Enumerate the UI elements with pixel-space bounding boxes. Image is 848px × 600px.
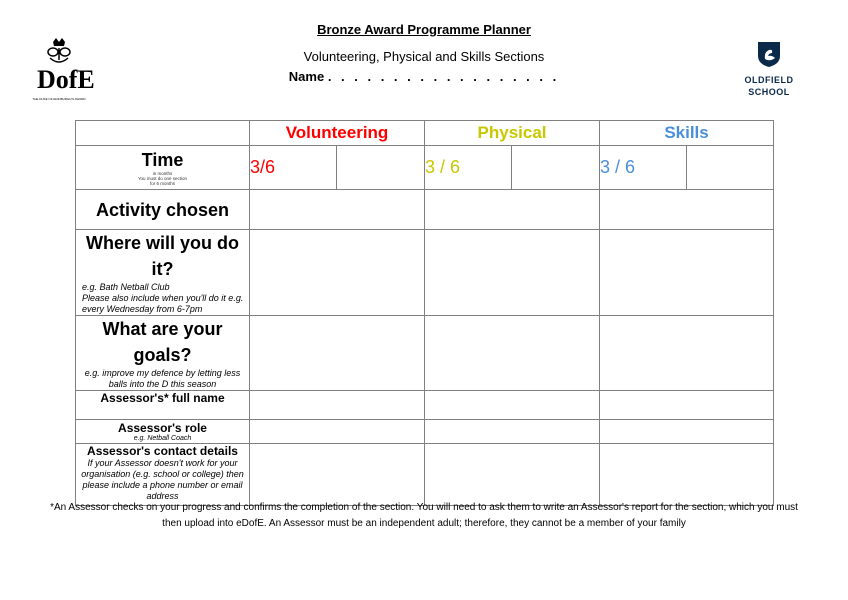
volunteering-assessor-role-cell[interactable] [250, 420, 425, 444]
assessor-contact-row [76, 444, 774, 506]
physical-time-value[interactable]: 3 / 6 [425, 146, 512, 190]
skills-where-cell[interactable] [600, 230, 774, 316]
where-note: Please also include when you'll do it e.g. every Wednesday from 6-7pm [82, 293, 244, 314]
goals-label-line2: goals? [133, 345, 192, 365]
assessor-name-label: Assessor's* full name [100, 391, 225, 405]
activity-label: Activity chosen [95, 199, 230, 220]
school-name-line2: SCHOOL [748, 87, 790, 97]
assessor-footnote [0, 500, 848, 532]
page-header [0, 22, 848, 84]
name-field[interactable] [0, 69, 848, 84]
time-note-section: You must do one section [137, 176, 188, 181]
header-row [76, 121, 774, 146]
name-label: Name [288, 69, 325, 84]
assessor-contact-note: If your Assessor doesn't work for your organisation (e.g. school or college) then please include a phone number or email address [81, 458, 244, 501]
time-label: Time [141, 150, 184, 170]
assessor-contact-label-cell [76, 444, 250, 506]
skills-assessor-contact-cell[interactable] [600, 444, 774, 506]
physical-assessor-name-cell[interactable] [425, 391, 600, 420]
document-title: Bronze Award Programme Planner [317, 22, 531, 37]
time-note-duration: for 6 months [149, 181, 175, 186]
planner-table [75, 120, 774, 506]
column-header-physical: Physical [425, 121, 600, 146]
school-name-line1: OLDFIELD [744, 75, 794, 85]
skills-assessor-role-cell[interactable] [600, 420, 774, 444]
corner-cell [76, 121, 250, 146]
assessor-role-row [76, 420, 774, 444]
goals-label-cell [76, 316, 250, 391]
where-label-cell [76, 230, 250, 316]
physical-assessor-contact-cell[interactable] [425, 444, 600, 506]
activity-row [76, 190, 774, 230]
where-row [76, 230, 774, 316]
dofe-wordmark: DofE [37, 65, 95, 94]
physical-assessor-role-cell[interactable] [425, 420, 600, 444]
where-example: e.g. Bath Netball Club [82, 282, 170, 292]
volunteering-time-cell[interactable] [337, 146, 425, 190]
where-label-line2: it? [151, 259, 174, 279]
physical-where-cell[interactable] [425, 230, 600, 316]
volunteering-assessor-contact-cell[interactable] [250, 444, 425, 506]
assessor-role-label: Assessor's role [118, 420, 207, 435]
skills-time-value[interactable]: 3 / 6 [600, 146, 687, 190]
goals-example: e.g. improve my defence by letting less balls into the D this season [84, 368, 241, 389]
dofe-caption: THE DUKE OF EDINBURGH'S AWARD [32, 97, 86, 101]
skills-activity-cell[interactable] [600, 190, 774, 230]
assessor-role-example: e.g. Netball Coach [133, 434, 192, 442]
volunteering-where-cell[interactable] [250, 230, 425, 316]
name-dotted-line: . . . . . . . . . . . . . . . . . . [327, 69, 560, 84]
goals-label-line1: What are your [102, 319, 223, 339]
assessor-contact-label: Assessor's contact details [87, 444, 238, 458]
time-note-months: in months [152, 171, 173, 176]
time-row [76, 146, 774, 190]
volunteering-activity-cell[interactable] [250, 190, 425, 230]
assessor-role-label-cell [76, 420, 250, 444]
footnote-line1: *An Assessor checks on your progress and confirms the completion of the section. You will need to ask them to write an Assessor's report for the section, which you must [50, 502, 798, 513]
column-header-skills: Skills [600, 121, 774, 146]
assessor-name-row [76, 391, 774, 420]
physical-activity-cell[interactable] [425, 190, 600, 230]
time-label-cell [76, 146, 250, 190]
volunteering-assessor-name-cell[interactable] [250, 391, 425, 420]
document-subtitle: Volunteering, Physical and Skills Sections [303, 49, 545, 64]
where-label-line1: Where will you do [85, 233, 239, 253]
physical-goals-cell[interactable] [425, 316, 600, 391]
volunteering-goals-cell[interactable] [250, 316, 425, 391]
footnote-line2: then upload into eDofE. An Assessor must be an independent adult; therefore, they cannot be a member of your family [162, 518, 686, 529]
goals-row [76, 316, 774, 391]
skills-time-cell[interactable] [687, 146, 774, 190]
activity-label-cell [76, 190, 250, 230]
assessor-name-label-cell [76, 391, 250, 420]
physical-time-cell[interactable] [512, 146, 600, 190]
column-header-volunteering: Volunteering [250, 121, 425, 146]
skills-assessor-name-cell[interactable] [600, 391, 774, 420]
skills-goals-cell[interactable] [600, 316, 774, 391]
volunteering-time-value[interactable]: 3/6 [250, 146, 337, 190]
